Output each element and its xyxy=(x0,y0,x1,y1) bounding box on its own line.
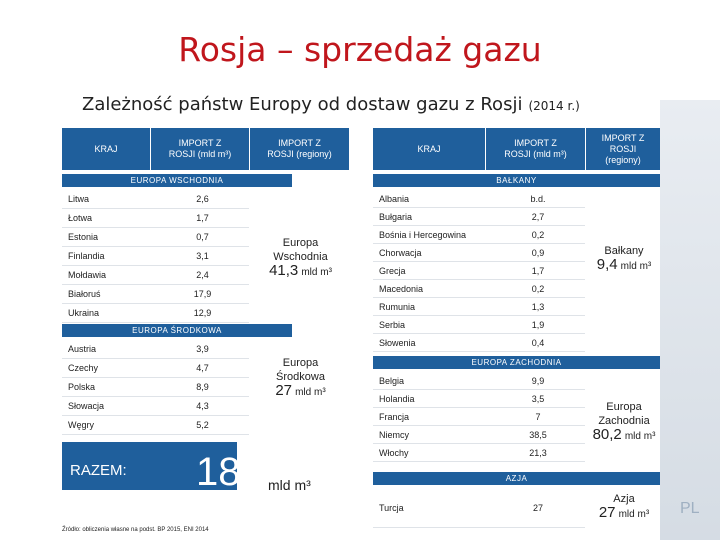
region-name-2: Zachodnia xyxy=(598,415,650,427)
cell-import: 3,5 xyxy=(531,393,545,404)
right-table xyxy=(373,128,660,540)
table-row xyxy=(373,426,585,444)
table-row xyxy=(373,390,585,408)
background-photo-strip xyxy=(660,100,720,540)
cell-kraj: Austria xyxy=(68,344,97,354)
region-name: Azja xyxy=(613,493,635,505)
table-row xyxy=(62,378,249,397)
cell-import: 8,9 xyxy=(196,382,209,392)
cell-kraj: Chorwacja xyxy=(379,247,422,258)
table-row xyxy=(62,340,249,359)
total-label: RAZEM: xyxy=(70,462,127,479)
table-row xyxy=(373,316,585,334)
region-value-line xyxy=(252,384,349,400)
table-row xyxy=(62,304,249,323)
table-row xyxy=(373,190,585,208)
cell-kraj: Ukraina xyxy=(68,308,100,318)
subtitle-text: Zależność państw Europy od dostaw gazu z Rosji xyxy=(82,94,523,115)
table-row xyxy=(62,285,249,304)
cell-import: 0,9 xyxy=(531,247,545,258)
region-azja xyxy=(588,492,660,522)
region-name: Europa xyxy=(282,237,319,249)
cell-import: 9,9 xyxy=(531,375,545,386)
page-subtitle xyxy=(82,94,580,115)
header-import-mld: IMPORT Z ROSJI (mld m³) xyxy=(486,128,585,170)
region-name-2: Wschodnia xyxy=(273,251,328,263)
cell-kraj: Białoruś xyxy=(68,289,101,299)
region-balkany xyxy=(588,244,660,274)
table-row xyxy=(62,416,249,435)
cell-kraj: Włochy xyxy=(379,447,409,458)
table-row xyxy=(62,247,249,266)
table-row xyxy=(373,408,585,426)
cell-kraj: Grecja xyxy=(379,265,406,276)
region-unit: mld m³ xyxy=(301,267,332,278)
header-import-mld: IMPORT Z ROSJI (mld m³) xyxy=(151,128,249,170)
region-europa-wschodnia xyxy=(252,236,349,280)
table-row xyxy=(62,397,249,416)
table-row xyxy=(62,266,249,285)
table-row xyxy=(62,209,249,228)
cell-import: 3,1 xyxy=(196,251,209,261)
cell-kraj: Holandia xyxy=(379,393,415,404)
table-row xyxy=(373,226,585,244)
region-name-2: Środkowa xyxy=(276,371,325,383)
region-value-line xyxy=(588,428,660,444)
region-name: Bałkany xyxy=(604,245,644,257)
region-europa-srodkowa xyxy=(252,356,349,400)
cell-kraj: Francja xyxy=(379,411,410,422)
cell-import: 2,7 xyxy=(531,211,545,222)
region-value: 27 xyxy=(275,382,293,399)
cell-import: 0,4 xyxy=(531,337,545,348)
cell-import: 0,2 xyxy=(531,229,545,240)
section-europa-srodkowa: EUROPA ŚRODKOWA xyxy=(62,324,292,337)
cell-import: 3,9 xyxy=(196,344,209,354)
table-row xyxy=(373,488,585,528)
region-value: 80,2 xyxy=(592,426,622,443)
cell-import: 17,9 xyxy=(193,289,212,299)
cell-import: 1,7 xyxy=(196,213,209,223)
section-azja: AZJA xyxy=(373,472,660,485)
total-value: 185 xyxy=(196,450,263,494)
table-row xyxy=(373,372,585,390)
cell-kraj: Albania xyxy=(379,193,410,204)
cell-kraj: Finlandia xyxy=(68,251,105,261)
cell-import: 38,5 xyxy=(529,429,547,440)
cell-import: 4,3 xyxy=(196,401,209,411)
cell-import: 0,7 xyxy=(196,232,209,242)
source-footnote: Źródło: obliczenia własne na podst. BP 2015, ENI 2014 xyxy=(62,527,209,533)
cell-import: 1,3 xyxy=(531,301,545,312)
cell-import: 2,6 xyxy=(196,194,209,204)
region-europa-zachodnia xyxy=(588,400,660,444)
cell-import: 21,3 xyxy=(529,447,547,458)
cell-import: 7 xyxy=(535,411,541,422)
cell-kraj: Litwa xyxy=(68,194,90,204)
region-value-line xyxy=(588,506,660,522)
cell-import: 5,2 xyxy=(196,420,209,430)
region-name: Europa xyxy=(282,357,319,369)
table-row xyxy=(62,359,249,378)
cell-import: 0,2 xyxy=(531,283,545,294)
section-europa-wschodnia: EUROPA WSCHODNIA xyxy=(62,174,292,187)
cell-kraj: Belgia xyxy=(379,375,405,386)
region-name: Europa xyxy=(606,401,642,413)
cell-kraj: Turcja xyxy=(379,502,404,513)
subtitle-year: (2014 r.) xyxy=(528,99,580,113)
cell-kraj: Niemcy xyxy=(379,429,410,440)
header-kraj: KRAJ xyxy=(373,128,485,170)
table-row xyxy=(62,228,249,247)
table-row xyxy=(373,334,585,352)
cell-import: 4,7 xyxy=(196,363,209,373)
cell-kraj: Polska xyxy=(68,382,96,392)
cell-kraj: Macedonia xyxy=(379,283,424,294)
page-title: Rosja – sprzedaż gazu xyxy=(178,30,542,69)
header-import-regiony: IMPORT Z ROSJI (regiony) xyxy=(250,128,349,170)
region-value: 27 xyxy=(598,504,616,521)
cell-import: 1,7 xyxy=(531,265,545,276)
cell-kraj: Czechy xyxy=(68,363,99,373)
region-value: 9,4 xyxy=(596,256,618,273)
watermark: PL xyxy=(680,500,700,517)
table-row xyxy=(373,208,585,226)
table-row xyxy=(62,190,249,209)
cell-kraj: Słowenia xyxy=(379,337,416,348)
cell-kraj: Słowacja xyxy=(68,401,105,411)
table-row xyxy=(373,444,585,462)
cell-kraj: Bułgaria xyxy=(379,211,413,222)
region-value-line xyxy=(252,264,349,280)
cell-import: b.d. xyxy=(530,193,546,204)
cell-kraj: Mołdawia xyxy=(68,270,107,280)
table-row xyxy=(373,262,585,280)
cell-kraj: Łotwa xyxy=(68,213,93,223)
table-row xyxy=(373,280,585,298)
section-balkany: BAŁKANY xyxy=(373,174,660,187)
header-kraj: KRAJ xyxy=(62,128,150,170)
region-value: 41,3 xyxy=(269,262,299,279)
total-unit: mld m³ xyxy=(268,477,311,493)
cell-import: 12,9 xyxy=(193,308,212,318)
header-import-regiony: IMPORT Z ROSJI (regiony) xyxy=(586,128,660,170)
cell-kraj: Estonia xyxy=(68,232,99,242)
cell-import: 27 xyxy=(532,502,543,513)
cell-kraj: Bośnia i Hercegowina xyxy=(379,229,467,240)
table-row xyxy=(373,244,585,262)
section-europa-zachodnia: EUROPA ZACHODNIA xyxy=(373,356,660,369)
region-unit: mld m³ xyxy=(618,509,650,520)
region-value-line xyxy=(588,258,660,274)
cell-kraj: Serbia xyxy=(379,319,406,330)
table-row xyxy=(373,298,585,316)
region-unit: mld m³ xyxy=(624,431,656,442)
cell-import: 1,9 xyxy=(531,319,545,330)
cell-kraj: Rumunia xyxy=(379,301,416,312)
cell-import: 2,4 xyxy=(196,270,209,280)
cell-kraj: Węgry xyxy=(68,420,95,430)
region-unit: mld m³ xyxy=(620,261,652,272)
region-unit: mld m³ xyxy=(295,387,326,398)
